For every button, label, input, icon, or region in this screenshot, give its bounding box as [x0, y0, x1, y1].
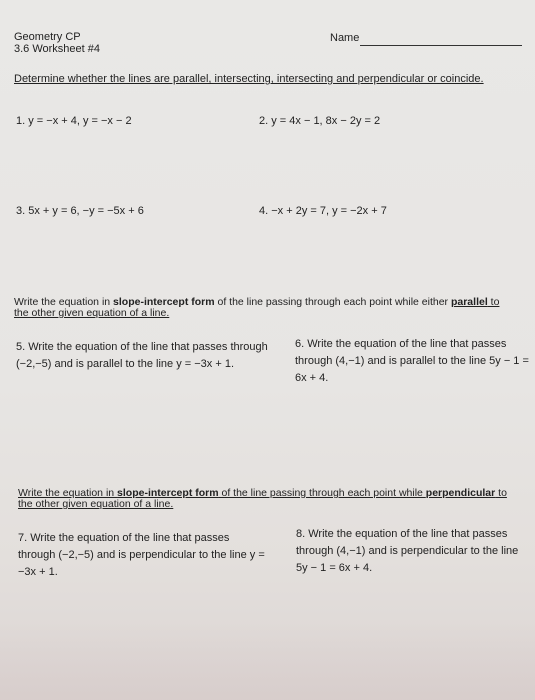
name-label: Name: [330, 32, 360, 44]
problem-number: 2.: [259, 115, 269, 127]
problem-3: [16, 205, 144, 217]
problem-text: Write the equation of the line that passes through (4,−1) and is parallel to the line 5y − 1 = 6x + 4.: [295, 338, 529, 384]
problem-7: [18, 530, 266, 581]
section1-instruction: Determine whether the lines are parallel, intersecting, intersecting and perpendicular or coincide.: [14, 73, 484, 85]
problem-4: [259, 205, 387, 217]
problem-text: −x + 2y = 7, y = −2x + 7: [271, 205, 387, 217]
problem-text: Write the equation of the line that passes through (−2,−5) and is parallel to the line y = −3x + 1.: [16, 341, 268, 370]
section3-instruction: Write the equation in slope-intercept form of the line passing through each point while perpendicular to the other given equation of a line.: [18, 487, 507, 510]
problem-text: Write the equation of the line that passes through (4,−1) and is perpendicular to the line 5y − 1 = 6x + 4.: [296, 528, 519, 574]
problem-text: y = 4x − 1, 8x − 2y = 2: [271, 115, 381, 127]
problem-number: 1.: [16, 115, 26, 127]
problem-5: [16, 339, 268, 373]
problem-number: 5.: [16, 341, 26, 353]
section2-instruction: Write the equation in slope-intercept form of the line passing through each point while either parallel to the other given equation of a line.: [14, 296, 500, 319]
problem-8: [296, 526, 530, 577]
problem-6: [295, 336, 531, 387]
problem-number: 7.: [18, 532, 28, 544]
problem-text: Write the equation of the line that passes through (−2,−5) and is perpendicular to the line y = −3x + 1.: [18, 532, 265, 578]
course-title: Geometry CP: [14, 31, 81, 43]
worksheet-title: 3.6 Worksheet #4: [14, 43, 101, 55]
problem-2: [259, 115, 380, 127]
problem-number: 3.: [16, 205, 26, 217]
problem-number: 4.: [259, 205, 269, 217]
problem-1: [16, 115, 132, 127]
problem-text: y = −x + 4, y = −x − 2: [28, 115, 132, 127]
problem-number: 6.: [295, 338, 305, 350]
paper-shadow: [0, 620, 535, 700]
name-blank-line: [360, 45, 522, 46]
problem-number: 8.: [296, 528, 306, 540]
problem-text: 5x + y = 6, −y = −5x + 6: [28, 205, 144, 217]
